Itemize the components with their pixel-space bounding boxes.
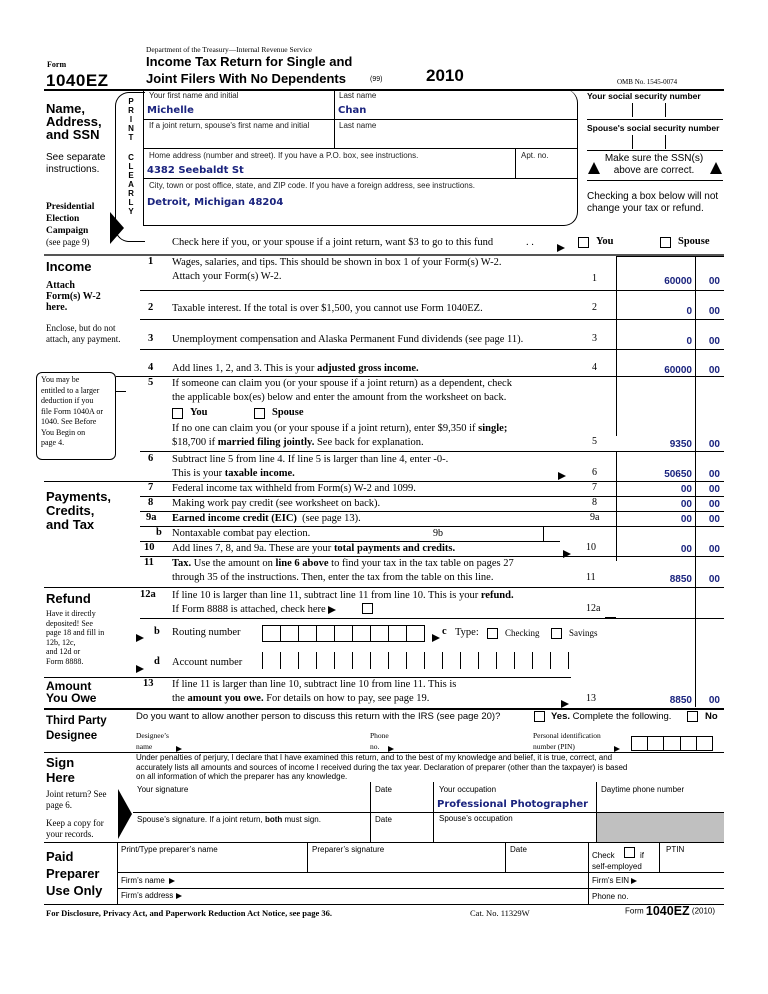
preparer-name-label: Print/Type preparer’s name: [121, 845, 218, 854]
spouse-signature-label: Spouse’s signature. If a joint return, both must sign.: [137, 815, 321, 824]
spouse-first-name-field[interactable]: [145, 131, 331, 147]
preparer-date-field[interactable]: [507, 855, 585, 870]
line-1-number: 1: [148, 256, 154, 267]
line-9b-text: Nontaxable combat pay election.: [172, 528, 311, 539]
line-5-instructions: If no one can claim you (or your spouse if a joint return), enter $9,350 if single; $18,700 if married filing jointly. See back for explanation.: [172, 423, 508, 448]
firm-address-field[interactable]: [190, 890, 585, 902]
line-9a-dollars[interactable]: 00: [680, 514, 692, 525]
omb-number: OMB No. 1545-0074: [617, 78, 678, 86]
line-11-cents[interactable]: 00: [708, 574, 720, 585]
line-12a-number: 12a: [140, 589, 156, 600]
line-9b-letter: b: [156, 527, 162, 538]
tax-year: 2010: [426, 66, 464, 85]
line-11-number: 11: [144, 557, 154, 568]
line-1-text: Wages, salaries, and tips. This should be shown in box 1 of your Form(s) W-2. Attach your Form(s) W-2.: [172, 257, 502, 282]
spouse-date-label: Date: [375, 815, 392, 824]
print-label: P R I N T: [128, 97, 134, 142]
line-3-ref: 3: [592, 333, 597, 344]
line-5-dollars[interactable]: 9350: [669, 439, 692, 450]
privacy-notice: For Disclosure, Privacy Act, and Paperwork Reduction Act Notice, see page 36.: [46, 908, 333, 918]
ptin-label: PTIN: [666, 845, 685, 854]
line-1-dollars[interactable]: 60000: [664, 276, 692, 287]
line-3-dollars[interactable]: 0: [686, 336, 692, 347]
arrow-icon: [136, 660, 144, 678]
spouse-occupation-label: Spouse’s occupation: [439, 814, 513, 823]
designee-pin-field[interactable]: [631, 736, 713, 751]
sign-pointer-icon: [118, 789, 132, 839]
line-1-cents[interactable]: 00: [708, 276, 720, 287]
enclose-payment-note: Enclose, but do not attach, any payment.: [46, 323, 121, 344]
occupation-field[interactable]: Professional Photographer: [437, 799, 589, 810]
refund-heading: Refund: [46, 591, 91, 606]
line-13-cents[interactable]: 00: [708, 695, 720, 706]
ssn-warning: Make sure the SSN(s) above are correct.: [604, 153, 704, 176]
city-state-zip-label: City, town or post office, state, and ZIP code. If you have a foreign address, see instructions.: [149, 181, 475, 190]
line-2-dollars[interactable]: 0: [686, 306, 692, 317]
checking-box-note: Checking a box below will not change your tax or refund.: [587, 191, 719, 214]
account-label: Account number: [172, 657, 243, 668]
signature-date-field[interactable]: [372, 795, 430, 809]
payments-heading: Payments, Credits, and Tax: [46, 489, 112, 532]
spouse-date-field[interactable]: [372, 825, 430, 840]
section-pointer-icon: [110, 212, 124, 244]
line-9a-cents[interactable]: 00: [708, 514, 720, 525]
daytime-phone-field[interactable]: [598, 795, 722, 809]
joint-return-note: Joint return? See page 6.: [46, 789, 107, 810]
line-5-text: If someone can claim you (or your spouse if a joint return) as a dependent, check the applicable box(es) below and enter the amount from the worksheet on back.: [172, 378, 512, 403]
warning-triangle-icon: [710, 162, 722, 174]
arrow-icon: [136, 629, 144, 647]
line-3-number: 3: [148, 333, 154, 344]
presidential-spouse-label: Spouse: [678, 236, 710, 247]
spouse-first-name-label: If a joint return, spouse's first name and initial: [149, 121, 310, 130]
designee-yes-checkbox[interactable]: [534, 711, 545, 722]
sign-here-heading: Sign Here: [46, 755, 75, 785]
apt-no-label: Apt. no.: [521, 151, 549, 160]
line-10-dollars[interactable]: 00: [680, 544, 692, 555]
shaded-box: [597, 813, 724, 842]
line-4-ref: 4: [592, 362, 597, 373]
line-9a-ref: 9a: [590, 512, 600, 523]
line-3-cents[interactable]: 00: [708, 336, 720, 347]
designee-name-label: Designee’s name: [136, 731, 169, 751]
firm-address-label: Firm’s address: [121, 891, 182, 900]
line-5-ref: 5: [592, 436, 597, 447]
city-state-zip-field[interactable]: Detroit, Michigan 48204: [147, 197, 284, 208]
line-10-number: 10: [144, 542, 155, 553]
income-heading: Income: [46, 259, 92, 274]
account-number-field[interactable]: [262, 652, 572, 669]
line-3-text: Unemployment compensation and Alaska Permanent Fund dividends (see page 11).: [172, 334, 524, 345]
form-label: Form: [47, 60, 67, 69]
last-name-label: Last name: [339, 91, 377, 100]
designee-yes-label: Yes. Complete the following.: [551, 711, 672, 722]
form-code: (99): [370, 76, 383, 83]
type-letter: c: [442, 626, 447, 637]
type-label: Type:: [455, 627, 479, 638]
arrow-icon: [558, 467, 566, 485]
self-employed-check-label: Check: [592, 851, 615, 860]
line-4-dollars[interactable]: 60000: [664, 365, 692, 376]
line-2-number: 2: [148, 302, 154, 313]
refund-amount-field[interactable]: [620, 601, 720, 617]
designee-no-label: No: [705, 711, 718, 722]
apt-no-field[interactable]: [518, 161, 574, 177]
preparer-phone-field[interactable]: [630, 890, 722, 902]
line-12a-ref: 12a: [586, 603, 601, 614]
your-signature-label: Your signature: [137, 785, 189, 794]
see-separate-instructions: See separate instructions.: [46, 152, 106, 175]
self-employed-if-label: if: [640, 851, 644, 860]
line-13-dollars[interactable]: 8850: [669, 695, 692, 706]
form-8888-checkbox[interactable]: [362, 603, 373, 614]
firm-name-label: Firm’s name: [121, 876, 175, 885]
presidential-spouse-checkbox[interactable]: [660, 237, 671, 248]
spouse-signature-field[interactable]: [135, 825, 367, 840]
line-7-cents[interactable]: 00: [708, 484, 720, 495]
line-4-cents[interactable]: 00: [708, 365, 720, 376]
form-title-line1: Income Tax Return for Single and: [146, 54, 353, 69]
spouse-last-name-field[interactable]: [337, 131, 573, 147]
firm-name-field[interactable]: [190, 874, 585, 886]
ssn-field[interactable]: [585, 101, 723, 118]
line-9b-ref: 9b: [433, 528, 443, 539]
self-employed-label: self-employed: [592, 862, 642, 871]
catalog-number: Cat. No. 11329W: [470, 908, 530, 918]
line-13-number: 13: [143, 678, 154, 689]
third-party-question: Do you want to allow another person to discuss this return with the IRS (see page 20)?: [136, 711, 501, 722]
daytime-phone-label: Daytime phone number: [601, 785, 685, 794]
spouse-ssn-field[interactable]: [585, 133, 723, 150]
line-11-ref: 11: [586, 572, 596, 583]
line-7-text: Federal income tax withheld from Form(s) W-2 and 1099.: [172, 483, 416, 494]
line-8-cents[interactable]: 00: [708, 499, 720, 510]
line-6-number: 6: [148, 453, 154, 464]
preparer-name-field[interactable]: [119, 855, 305, 870]
footer-form-label: Form 1040EZ (2010): [625, 904, 716, 918]
ptin-field[interactable]: [661, 855, 723, 870]
clearly-label: C L E A R L Y: [128, 153, 134, 216]
presidential-fund-text: Check here if you, or your spouse if a joint return, want $3 to go to this fund: [172, 237, 494, 248]
routing-letter: b: [154, 626, 160, 637]
home-address-field[interactable]: 4382 Seebaldt St: [147, 165, 244, 176]
larger-deduction-callout: You may be entitled to a larger deduction if you file Form 1040A or 1040. See Before You Begin on page 4.: [36, 372, 116, 460]
savings-checkbox[interactable]: [551, 628, 562, 639]
line-2-ref: 2: [592, 302, 597, 313]
preparer-signature-label: Preparer’s signature: [312, 845, 385, 854]
routing-label: Routing number: [172, 627, 241, 638]
line-7-ref: 7: [592, 482, 597, 493]
preparer-phone-label: Phone no.: [592, 892, 629, 901]
presidential-you-label: You: [596, 236, 614, 247]
last-name-field[interactable]: Chan: [338, 105, 367, 116]
direct-deposit-note: Have it directly deposited! See page 18 and fill in 12b, 12c, and 12d or Form 8888.: [46, 609, 105, 666]
designee-phone-field[interactable]: [398, 731, 528, 749]
line-5-spouse-label: Spouse: [272, 407, 304, 418]
line-8-ref: 8: [592, 497, 597, 508]
leader-dots: . .: [526, 237, 534, 248]
line-11-dollars[interactable]: 8850: [669, 574, 692, 585]
designee-name-field[interactable]: [186, 731, 366, 749]
preparer-date-label: Date: [510, 845, 527, 854]
self-employed-checkbox[interactable]: [624, 847, 635, 858]
attach-w2-note: Attach Form(s) W-2 here.: [46, 280, 101, 313]
keep-copy-note: Keep a copy for your records.: [46, 818, 104, 839]
line-10-text: Add lines 7, 8, and 9a. These are your total payments and credits.: [172, 543, 456, 554]
form-number: 1040EZ: [46, 71, 109, 90]
line-13-text: If line 11 is larger than line 10, subtract line 10 from line 11. This is the amount you owe. For details on how to pay, see page 19.: [172, 679, 457, 704]
line-10-ref: 10: [586, 542, 596, 553]
line-6-ref: 6: [592, 467, 597, 478]
line-11-text: Tax. Use the amount on line 6 above to find your tax in the tax table on pages 27 through 35 of the instructions. Then, enter the tax from the table on this line.: [172, 558, 514, 583]
line-2-text: Taxable interest. If the total is over $1,500, you cannot use Form 1040EZ.: [172, 303, 483, 314]
line-4-number: 4: [148, 362, 154, 373]
line-10-cents[interactable]: 00: [708, 544, 720, 555]
amount-you-owe-heading: Amount You Owe: [46, 679, 97, 705]
line-5-spouse-checkbox[interactable]: [254, 408, 265, 419]
preparer-signature-field[interactable]: [309, 855, 503, 870]
line-1-ref: 1: [592, 273, 597, 284]
presidential-campaign-heading: Presidential Election Campaign: [46, 202, 95, 236]
line-5-you-label: You: [190, 407, 208, 418]
line-4-text: Add lines 1, 2, and 3. This is your adjusted gross income.: [172, 363, 419, 374]
line-2-cents[interactable]: 00: [708, 306, 720, 317]
line-8-text: Making work pay credit (see worksheet on back).: [172, 498, 381, 509]
spouse-ssn-label: Spouse's social security number: [587, 123, 720, 133]
first-name-field[interactable]: Michelle: [147, 105, 194, 116]
line-7-dollars[interactable]: 00: [680, 484, 692, 495]
paid-preparer-heading: Paid Preparer Use Only: [46, 849, 103, 898]
third-party-heading: Third Party Designee: [46, 715, 107, 742]
routing-number-field[interactable]: [262, 625, 425, 642]
ssn-label: Your social security number: [587, 91, 701, 101]
line-9b-field[interactable]: [455, 528, 541, 540]
savings-label: Savings: [569, 628, 598, 638]
perjury-declaration: Under penalties of perjury, I declare that I have examined this return, and to the best of my knowledge and belief, it is true, correct, and accurately lists all amounts and sources of income I received during the tax year. Declaration of preparer (other than the taxpayer) is based on all information of which the preparer has any knowledge.: [136, 753, 628, 781]
spouse-last-name-label: Last name: [339, 121, 377, 130]
spouse-occupation-field[interactable]: [436, 824, 594, 840]
form-title-line2: Joint Filers With No Dependents: [146, 71, 346, 86]
your-signature-field[interactable]: [135, 795, 367, 809]
home-address-label: Home address (number and street). If you have a P.O. box, see instructions.: [149, 151, 419, 160]
line-7-number: 7: [148, 482, 154, 493]
line-9a-number: 9a: [146, 512, 157, 523]
firm-ein-field[interactable]: [642, 874, 722, 886]
line-6-dollars[interactable]: 50650: [664, 469, 692, 480]
line-6-text: Subtract line 5 from line 4. If line 5 is larger than line 4, enter -0-. This is your taxable income.: [172, 454, 449, 479]
checking-checkbox[interactable]: [487, 628, 498, 639]
presidential-you-checkbox[interactable]: [578, 237, 589, 248]
see-page-9: (see page 9): [46, 237, 90, 247]
arrow-icon: [432, 629, 440, 647]
line-12a-text: If line 10 is larger than line 11, subtract line 11 from line 10. This is your refund. If Form 8888 is attached, check here: [172, 590, 514, 615]
line-6-cents[interactable]: 00: [708, 469, 720, 480]
designee-phone-label: Phone no.: [370, 731, 389, 751]
account-letter: d: [154, 656, 160, 667]
firm-ein-label: Firm's EIN: [592, 876, 637, 885]
first-name-label: Your first name and initial: [149, 91, 239, 100]
designee-pin-label: Personal identification number (PIN): [533, 731, 601, 751]
checking-label: Checking: [505, 628, 540, 638]
occupation-label: Your occupation: [439, 785, 497, 794]
line-9a-text: Earned income credit (EIC) (see page 13).: [172, 513, 361, 524]
line-8-dollars[interactable]: 00: [680, 499, 692, 510]
arrow-icon: [563, 545, 571, 563]
warning-triangle-icon: [588, 162, 600, 174]
line-5-number: 5: [148, 377, 154, 388]
date-label: Date: [375, 785, 392, 794]
designee-no-checkbox[interactable]: [687, 711, 698, 722]
line-8-number: 8: [148, 497, 154, 508]
line-5-cents[interactable]: 00: [708, 439, 720, 450]
name-section-heading: Name, Address, and SSN: [46, 101, 102, 142]
line-5-you-checkbox[interactable]: [172, 408, 183, 419]
line-13-ref: 13: [586, 693, 596, 704]
department-label: Department of the Treasury—Internal Revenue Service: [146, 45, 312, 54]
